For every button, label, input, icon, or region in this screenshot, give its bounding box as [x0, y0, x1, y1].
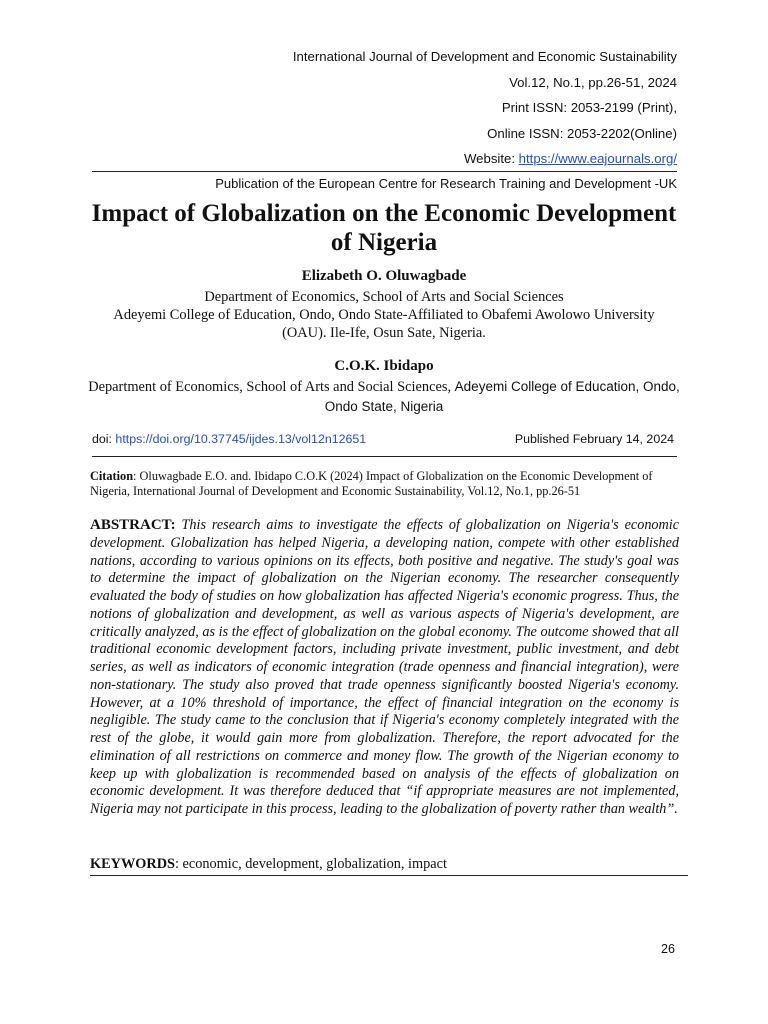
journal-volume: Vol.12, No.1, pp.26-51, 2024 [509, 74, 677, 90]
journal-name: International Journal of Development and Economic Sustainability [292, 49, 677, 64]
doi-label: doi: [92, 432, 116, 446]
online-issn: Online ISSN: 2053-2202(Online) [487, 125, 677, 141]
author-2-affiliation [80, 377, 688, 417]
print-issn: Print ISSN: 2053-2199 (Print), [501, 100, 677, 115]
author-2-department: Department of Economics, School of Arts and Social Sciences, [88, 379, 455, 395]
doi-link[interactable]: https://doi.org/10.37745/ijdes.13/vol12n12651 [115, 432, 367, 446]
author-1-affiliation [80, 288, 688, 342]
published-date: Published February 14, 2024 [514, 432, 674, 446]
abstract-text: This research aims to investigate the effects of globalization on Nigeria's economic development. Globalization has helped Nigeria, a developing nation, compete with other established nations, according to various opinions on its effects, both positive and negative. The study's goal was to determine the impact of globalization on the Nigerian economy. The researcher consequently evaluated the body of studies on how globalization has affected Nigeria's economic progress. Thus, the notions of globalization and development, as well as various aspects of Nigeria's development, are critically analyzed, as is the effect of globalization on the global economy. The outcome showed that all traditional economic development factors, including private investment, public investment, and debt series, as well as indicators of economic integration (trade openness and financial integration), were non-stationary. The study also proved that trade openness significantly boosted Nigeria's economy. However, at a 10% threshold of importance, the effect of financial integration on the economy is negligible. The study came to the conclusion that if Nigeria's economy completely integrated with the rest of the globe, it would gain more from globalization. Therefore, the report advocated for the elimination of all restrictions on commerce and money flow. The growth of the Nigerian economy to keep up with globalization is recommended based on analysis of the effects of globalization on economic development. It was therefore deduced that “if appropriate measures are not implemented, Nigeria may not participate in this process, leading to the globalization of poverty rather than wealth”. [90, 517, 679, 817]
author-1-name: Elizabeth O. Oluwagbade [301, 268, 467, 284]
publisher-line: Publication of the European Centre for Research Training and Development -UK [92, 171, 677, 195]
website-label: Website: [463, 151, 519, 166]
doi-row [92, 432, 674, 446]
paper-title: Impact of Globalization on the Economic Development of Nigeria [91, 200, 677, 256]
citation-text: : Oluwagbade E.O. and. Ibidapo C.O.K (2024) Impact of Globalization on the Economic Development of Nigeria, International Journal of Development and Economic Sustainability, Vol.12, No.1, pp.26-51 [90, 469, 653, 498]
website-line [293, 146, 677, 172]
abstract-label: ABSTRACT: [90, 517, 176, 533]
author-2-name: C.O.K. Ibidapo [334, 358, 434, 374]
keywords-text: : economic, development, globalization, impact [175, 856, 447, 872]
citation [90, 469, 688, 498]
website-link[interactable]: https://www.eajournals.org/ [518, 151, 677, 166]
citation-label: Citation [90, 469, 134, 483]
abstract [90, 517, 679, 819]
author-1-department: Department of Economics, School of Arts and Social Sciences [204, 289, 564, 305]
doi-block [92, 432, 366, 446]
journal-header [293, 44, 677, 172]
author-2-institution: Adeyemi College of Education, Ondo, Ondo State, Nigeria [324, 379, 680, 414]
page-number: 26 [661, 942, 675, 956]
keywords-label: KEYWORDS [90, 856, 175, 872]
doi-divider [92, 456, 677, 457]
keywords [90, 855, 688, 876]
author-1-institution: Adeyemi College of Education, Ondo, Ondo State-Affiliated to Obafemi Awolowo University (OAU). Ile-Ife, Osun Sate, Nigeria. [113, 307, 655, 341]
